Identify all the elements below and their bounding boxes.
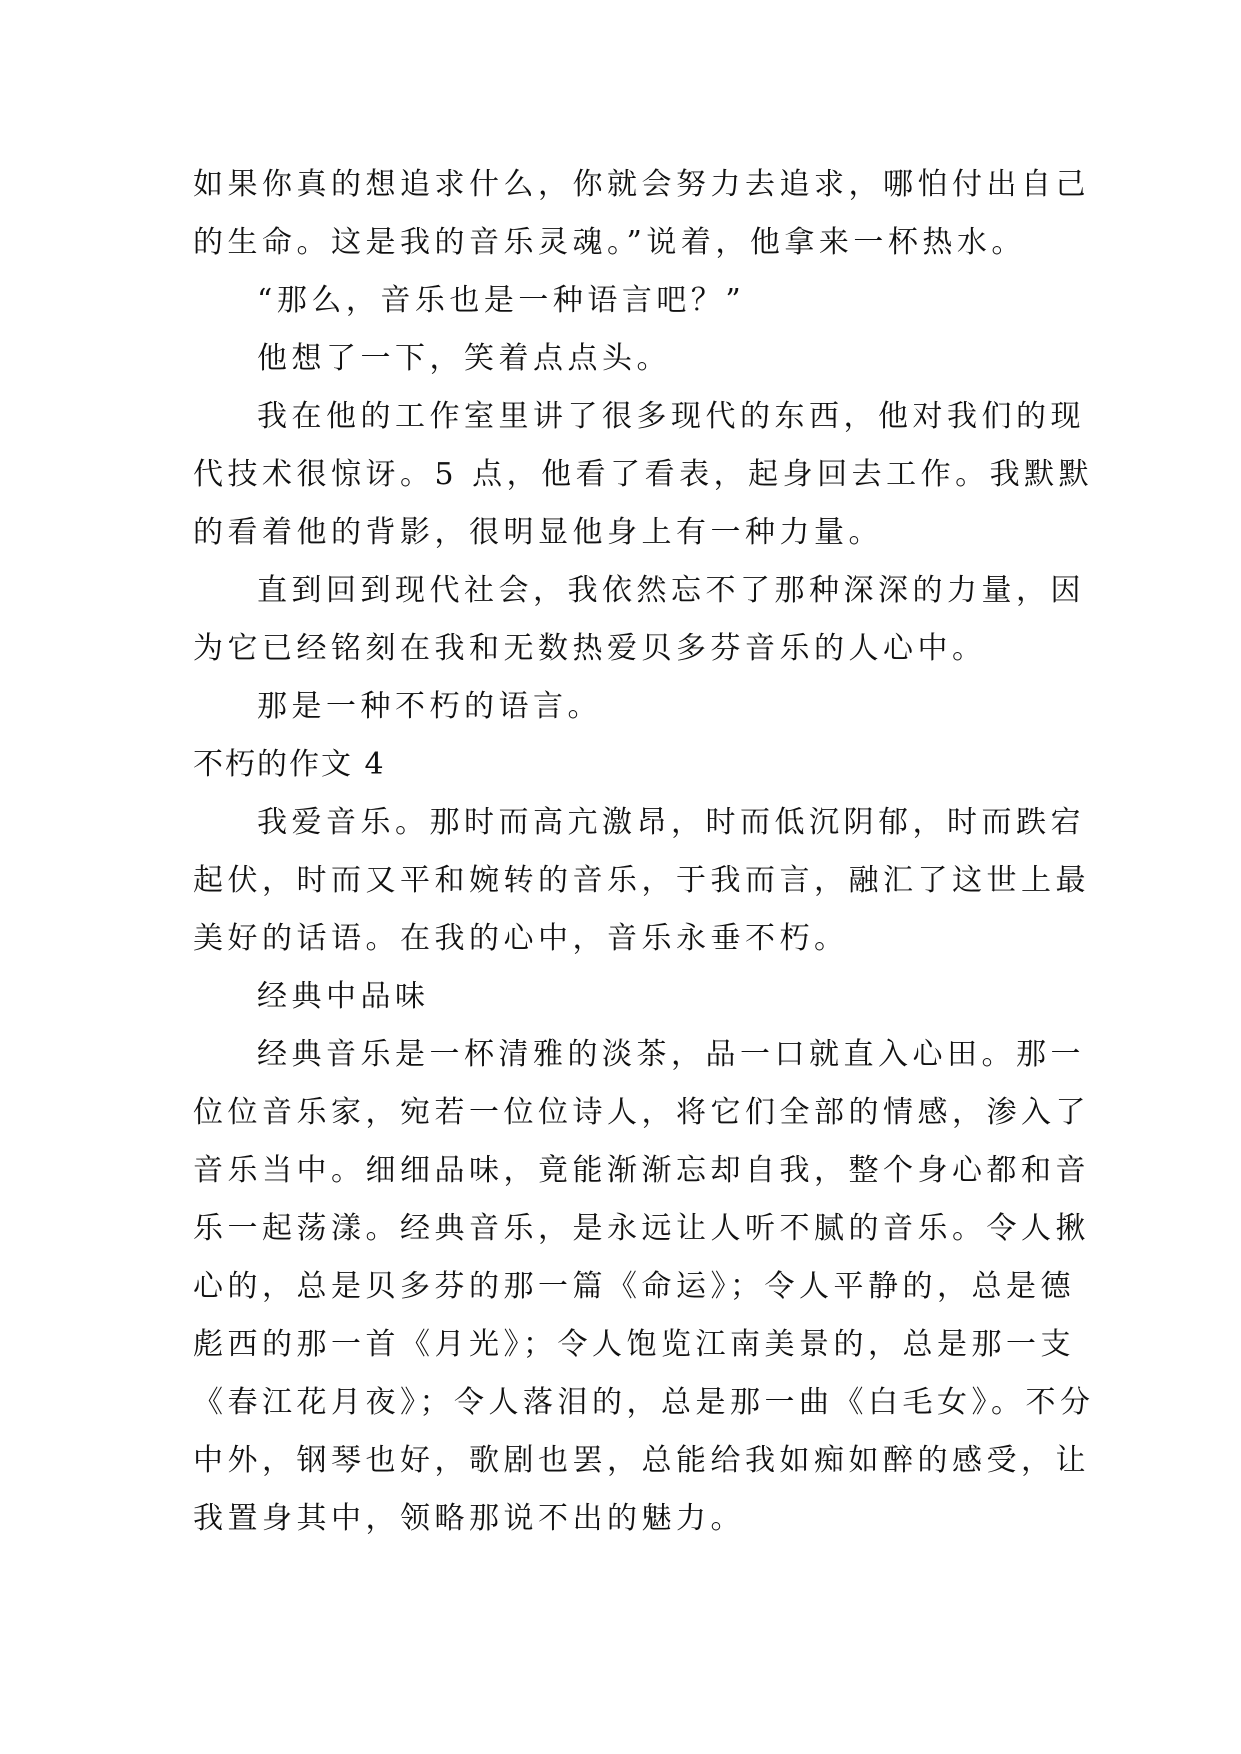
text-line: “那么，音乐也是一种语言吧？”	[257, 283, 746, 318]
text-line: 中外，钢琴也好，歌剧也罢，总能给我如痴如醉的感受，让	[193, 1443, 1090, 1478]
text-line: 经典音乐是一杯清雅的淡茶，品一口就直入心田。那一	[257, 1037, 1085, 1072]
text-line: 乐一起荡漾。经典音乐，是永远让人听不腻的音乐。令人揪	[193, 1211, 1090, 1246]
text-line: 如果你真的想追求什么，你就会努力去追求，哪怕付出自己	[193, 167, 1090, 202]
document-body	[193, 156, 1095, 1548]
text-line: 彪西的那一首《月光》；令人饱览江南美景的，总是那一支	[193, 1327, 1075, 1362]
text-line: 直到回到现代社会，我依然忘不了那种深深的力量，因	[257, 573, 1085, 608]
text-line: 我置身其中，领略那说不出的魅力。	[193, 1501, 745, 1536]
text-line: 的生命。这是我的音乐灵魂。”说着，他拿来一杯热水。	[193, 225, 1026, 260]
text-line: 心的，总是贝多芬的那一篇《命运》；令人平静的，总是德	[193, 1269, 1075, 1304]
text-line: 音乐当中。细细品味，竟能渐渐忘却自我，整个身心都和音	[193, 1153, 1090, 1188]
section-heading: 不朽的作文 4	[193, 747, 386, 782]
text-line: 他想了一下，笑着点点头。	[257, 341, 671, 376]
text-line: 的看着他的背影，很明显他身上有一种力量。	[193, 515, 883, 550]
text-line: 美好的话语。在我的心中，音乐永垂不朽。	[193, 921, 849, 956]
text-line: 起伏，时而又平和婉转的音乐，于我而言，融汇了这世上最	[193, 863, 1090, 898]
text-line: 我爱音乐。那时而高亢激昂，时而低沉阴郁，时而跌宕	[257, 805, 1085, 840]
subheading: 经典中品味	[257, 979, 430, 1014]
text-line: 位位音乐家，宛若一位位诗人，将它们全部的情感，渗入了	[193, 1095, 1090, 1130]
text-line: 我在他的工作室里讲了很多现代的东西，他对我们的现	[257, 399, 1085, 434]
text-line: 那是一种不朽的语言。	[257, 689, 602, 724]
text-line: 《春江花月夜》；令人落泪的，总是那一曲《白毛女》。不分	[193, 1385, 1095, 1420]
text-line: 代技术很惊讶。5 点，他看了看表，起身回去工作。我默默	[193, 457, 1094, 492]
text-line: 为它已经铭刻在我和无数热爱贝多芬音乐的人心中。	[193, 631, 987, 666]
